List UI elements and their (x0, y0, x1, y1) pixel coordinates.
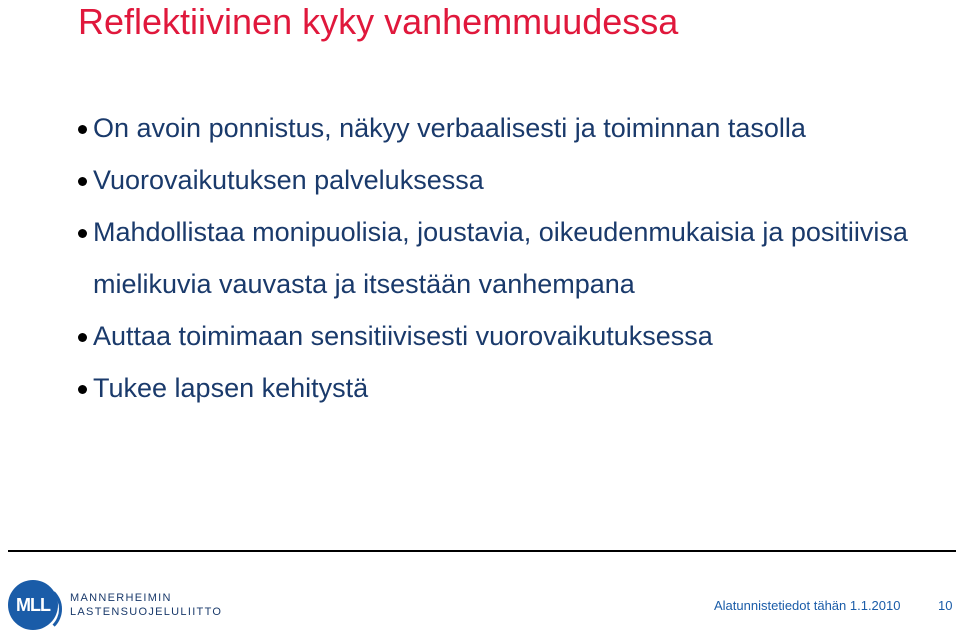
bullet-dot-icon (78, 229, 87, 238)
bullet-dot-icon (78, 385, 87, 394)
mll-logo-icon (8, 580, 58, 630)
slide-title: Reflektiivinen kyky vanhemmuudessa (78, 1, 679, 42)
bullet-text: Vuorovaikutuksen palveluksessa (93, 165, 484, 195)
bullet-item (78, 206, 948, 310)
logo-mark: MLL (16, 594, 50, 615)
bullet-item (78, 154, 948, 206)
bullet-text: On avoin ponnistus, näkyy verbaalisesti ja toiminnan tasolla (93, 113, 806, 143)
footer-text: Alatunnistetiedot tähän 1.1.2010 (714, 598, 901, 613)
bullet-item (78, 362, 948, 414)
logo-wordmark (70, 591, 222, 619)
bullet-item (78, 310, 948, 362)
logo-line-2: LASTENSUOJELULIITTO (70, 606, 223, 618)
bullet-list (78, 102, 948, 414)
logo-arc (12, 584, 62, 634)
bullet-dot-icon (78, 125, 87, 134)
bullet-dot-icon (78, 177, 87, 186)
bullet-text: Mahdollistaa monipuolisia, joustavia, oikeudenmukaisia ja positiivisa mielikuvia vauvasta ja itsestään vanhempana (93, 217, 908, 299)
logo-line-1: MANNERHEIMIN (70, 592, 172, 604)
bullet-text: Tukee lapsen kehitystä (93, 373, 369, 403)
footer-divider (8, 550, 956, 552)
page-number: 10 (938, 598, 953, 613)
bullet-dot-icon (78, 333, 87, 342)
mll-logo (8, 578, 222, 632)
bullet-item (78, 102, 948, 154)
bullet-text: Auttaa toimimaan sensitiivisesti vuorovaikutuksessa (93, 321, 713, 351)
